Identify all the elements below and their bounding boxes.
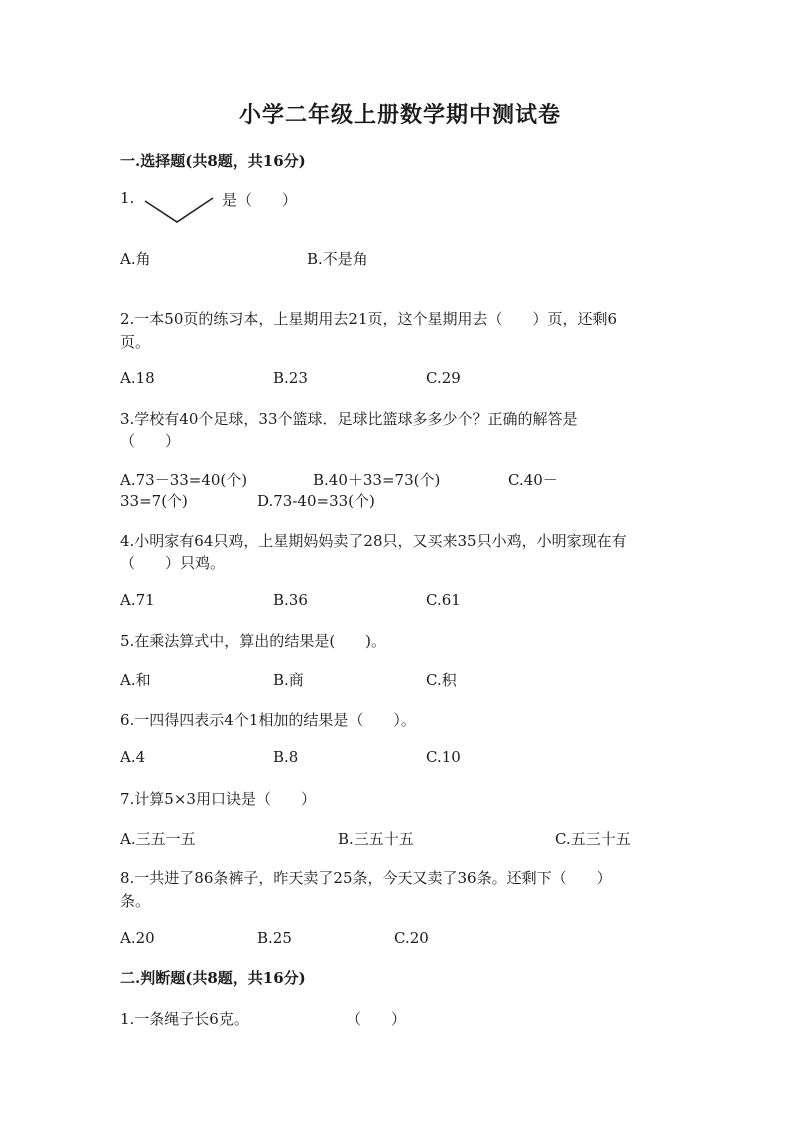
- question-3-option-c-continued: 33=7(个): [120, 492, 188, 510]
- question-8-line-2: 条。: [120, 892, 151, 910]
- question-2-option-b: B.23: [273, 369, 308, 387]
- question-1-number: 1.: [120, 189, 135, 207]
- question-7-line-1: 7.计算5×3用口诀是（ ）: [120, 790, 316, 808]
- question-5-option-a: A.和: [120, 671, 151, 689]
- question-7-option-a: A.三五一五: [120, 830, 196, 848]
- question-8-option-c: C.20: [394, 929, 429, 947]
- question-7-option-c: C.五三十五: [555, 830, 631, 848]
- question-2-option-a: A.18: [120, 369, 155, 387]
- question-2-line-2: 页。: [120, 333, 151, 351]
- question-4-option-b: B.36: [273, 591, 308, 609]
- question-5-option-b: B.商: [273, 671, 304, 689]
- page-title: 小学二年级上册数学期中测试卷: [238, 102, 561, 128]
- question-5-option-c: C.积: [426, 671, 457, 689]
- question-1-text: 是（ ）: [222, 191, 298, 209]
- section-heading-judgment: 二.判断题(共8题，共16分): [120, 969, 306, 987]
- question-4-line-1: 4.小明家有64只鸡，上星期妈妈卖了28只，又买来35只小鸡，小明家现在有: [120, 532, 627, 550]
- question-7-option-b: B.三五十五: [338, 830, 414, 848]
- question-3-option-c: C.40－: [508, 471, 558, 489]
- question-2-line-1: 2.一本50页的练习本，上星期用去21页，这个星期用去（ ）页，还剩6: [120, 310, 618, 328]
- question-3-line-2: （ ）: [120, 432, 181, 450]
- question-3-line-1: 3.学校有40个足球，33个篮球．足球比篮球多多少个？正确的解答是: [120, 410, 578, 428]
- question-6-option-b: B.8: [273, 748, 299, 766]
- question-8-option-b: B.25: [257, 929, 292, 947]
- question-6-option-c: C.10: [426, 748, 461, 766]
- question-3-option-b: B.40＋33=73(个): [313, 471, 441, 489]
- question-6-line-1: 6.一四得四表示4个1相加的结果是（ ）。: [120, 711, 416, 729]
- question-3-option-d: D.73-40=33(个): [257, 492, 375, 510]
- question-4-option-a: A.71: [120, 591, 155, 609]
- question-4-line-2: （ ）只鸡。: [120, 554, 226, 572]
- question-6-option-a: A.4: [120, 748, 146, 766]
- judgment-1-blank: （ ）: [346, 1010, 407, 1028]
- question-8-line-1: 8.一共进了86条裤子，昨天卖了25条，今天又卖了36条。还剩下（ ）: [120, 869, 612, 887]
- judgment-1-text: 1.一条绳子长6克。: [120, 1010, 249, 1028]
- question-5-line-1: 5.在乘法算式中，算出的结果是( )。: [120, 632, 387, 650]
- section-heading-choice: 一.选择题(共8题，共16分): [120, 152, 306, 170]
- question-1-option-b: B.不是角: [307, 250, 368, 268]
- question-3-option-a: A.73－33=40(个): [120, 471, 248, 489]
- question-8-option-a: A.20: [120, 929, 155, 947]
- question-2-option-c: C.29: [426, 369, 461, 387]
- question-1-option-a: A.角: [120, 250, 151, 268]
- angle-icon: [143, 195, 215, 225]
- question-4-option-c: C.61: [426, 591, 461, 609]
